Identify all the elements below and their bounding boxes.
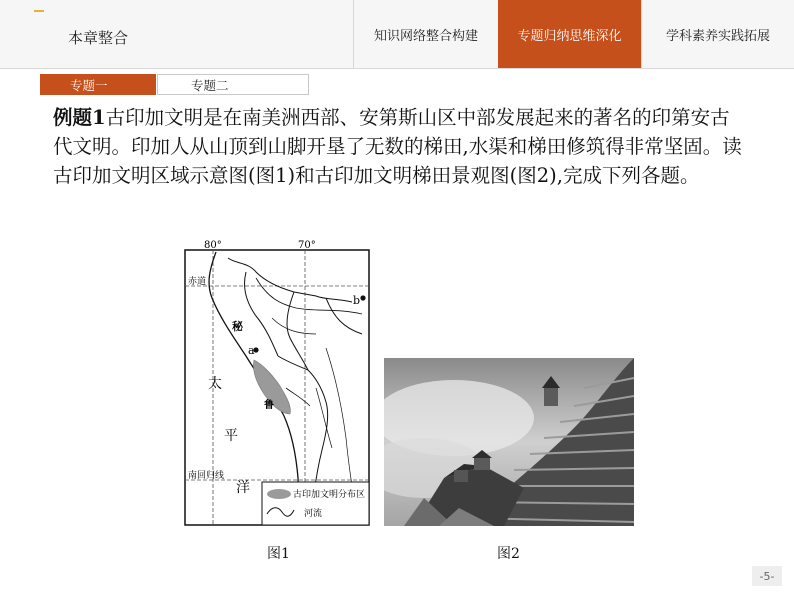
tab-topic-two[interactable]: 专题二 (157, 74, 309, 95)
tab-topic-one[interactable]: 专题一 (40, 74, 156, 95)
point-b-label: b (353, 294, 361, 307)
legend-area-label: 古印加文明分布区 (293, 490, 366, 500)
nav-knowledge-network[interactable]: 知识网络整合构建 (353, 0, 498, 68)
legend-river-label: 河流 (304, 509, 323, 519)
example-text: 古印加文明是在南美洲西部、安第斯山区中部发展起来的著名的印第安古代文明。印加人从山顶到山脚开垦了无数的梯田,水渠和梯田修筑得非常坚固。读古印加文明区域示意图(图1)和古印加文明梯田景观图(图2),完成下列各题。 (53, 106, 742, 187)
legend-area-swatch (267, 489, 291, 499)
tropic-label: 南回归线 (188, 471, 225, 481)
country-char-1: 秘 (232, 320, 243, 333)
figure-2-caption: 图2 (497, 546, 520, 562)
ocean-char-1: 太 (208, 376, 222, 392)
page-number: -5- (752, 566, 782, 586)
example-label: 例题1 (53, 106, 106, 129)
example-question (53, 103, 743, 190)
chapter-title: 本章整合 (68, 29, 129, 47)
nav-practice-extension[interactable]: 学科素养实践拓展 (641, 0, 794, 68)
figure-1-caption: 图1 (267, 546, 290, 562)
nav-topic-summary[interactable]: 专题归纳思维深化 (498, 0, 641, 68)
decorative-mark (34, 10, 44, 12)
lon-70-label: 70° (298, 240, 316, 251)
inca-region-map (176, 238, 372, 530)
top-header-bar (0, 0, 794, 69)
country-char-2: 鲁 (264, 400, 274, 411)
inca-terrace-photo (384, 358, 634, 526)
ocean-char-3: 洋 (236, 480, 250, 496)
ocean-char-2: 平 (224, 428, 238, 444)
lon-80-label: 80° (204, 240, 222, 251)
equator-label: 赤道 (188, 277, 207, 287)
point-a-label: a (248, 344, 255, 357)
